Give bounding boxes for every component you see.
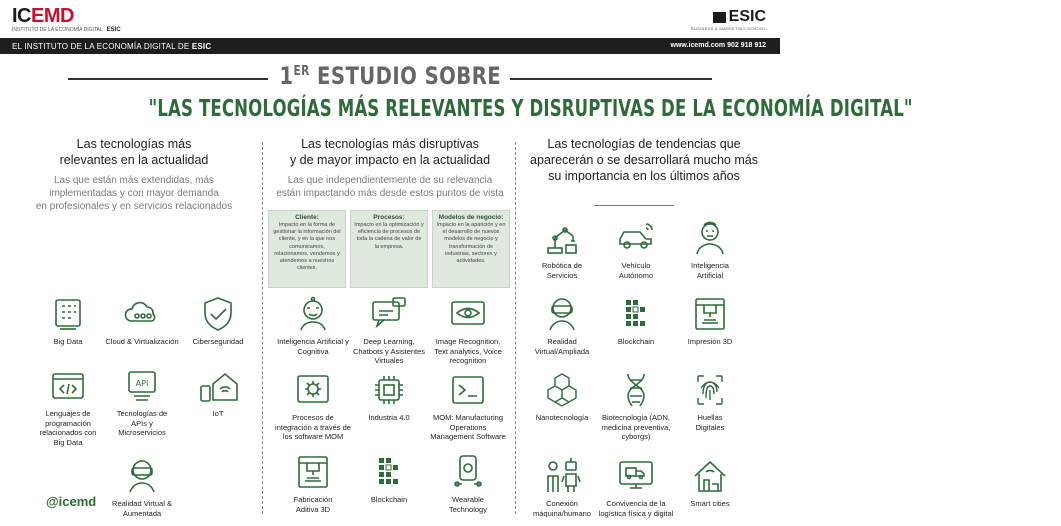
tech-cybersecurity — [168, 294, 268, 347]
top-bar — [0, 38, 780, 54]
blockchain-icon — [616, 294, 656, 334]
tech-recognition — [418, 294, 518, 366]
tech-ai — [660, 218, 760, 280]
col3-heading-2: aparecerán o se desarrollará mucho más — [530, 153, 758, 167]
col2-sub-2: están impactando más desde estos puntos de vista — [276, 188, 504, 199]
chip-icon — [369, 370, 409, 410]
icemd-logo-esic: ESIC — [106, 27, 121, 33]
blockchain-icon — [369, 452, 409, 492]
col1-sub-3: en profesionales y en servicios relacionados — [35, 201, 233, 212]
esic-logo[interactable] — [691, 8, 766, 31]
tech-label: Blockchain — [370, 495, 408, 504]
chatbot-icon — [369, 294, 409, 334]
cloud-icon — [122, 294, 162, 334]
card-text: Impacto en la optimización y eficiencia de procesos de toda la cadena de valor de la empresa. — [354, 222, 424, 250]
topbar-tagline: EL INSTITUTO DE LA ECONOMÍA DIGITAL DE — [12, 42, 190, 51]
3d-printer-icon — [293, 452, 333, 492]
tech-label: Ciberseguridad — [192, 337, 244, 346]
code-window-icon — [48, 366, 88, 406]
vr-person-icon — [542, 294, 582, 334]
tech-label: Nanotecnología — [535, 413, 589, 422]
fingerprint-icon — [690, 370, 730, 410]
study-subtitle — [0, 96, 913, 122]
col3-divider — [594, 205, 674, 206]
col1-sub-2: implementadas y con mayor demanda — [49, 188, 219, 199]
shield-check-icon — [198, 294, 238, 334]
card-text: Impacto en la aparición y en el desarrollo de nuevos modelos de negocio y transformación de industrias, sectores y actividades. — [436, 222, 506, 265]
column-trends — [522, 136, 766, 184]
column-relevant — [20, 136, 248, 213]
tech-label: Robótica de Servicios — [541, 261, 583, 280]
study-title — [0, 62, 780, 90]
esic-logo-text: ESIC — [728, 8, 766, 25]
tech-3d-printing — [660, 294, 760, 347]
tech-fingerprints — [660, 370, 760, 432]
col3-heading-3: su importancia en los últimos años — [548, 169, 740, 183]
ai-head-icon — [293, 294, 333, 334]
card-business-models — [432, 210, 510, 288]
logistics-icon — [616, 456, 656, 496]
col3-heading-1: Las tecnologías de tendencias que — [547, 137, 741, 151]
tech-iot — [168, 366, 268, 419]
tech-vr — [92, 456, 192, 518]
title-number: 1 — [279, 62, 294, 90]
tech-mom-software — [418, 370, 518, 442]
tech-label: Fabricación Aditiva 3D — [293, 495, 333, 514]
smart-city-icon — [690, 456, 730, 496]
tech-smart-cities — [660, 456, 760, 509]
card-client — [268, 210, 346, 288]
tech-label: Impresión 3D — [687, 337, 733, 346]
tech-label: Blockchain — [617, 337, 655, 346]
card-processes — [350, 210, 428, 288]
tech-label: Realidad Virtual/Ampliada — [534, 337, 590, 356]
tech-wearable — [418, 452, 518, 514]
subtitle-text: "LAS TECNOLOGÍAS MÁS RELEVANTES Y DISRUPTIVAS DE LA ECONOMÍA DIGITAL" — [148, 96, 913, 122]
tech-label: Procesos de integración a través de los software MOM — [275, 413, 351, 441]
tech-label: Vehículo Autónomo — [618, 261, 654, 280]
tech-label: Industria 4.0 — [368, 413, 410, 422]
dna-icon — [616, 370, 656, 410]
card-title: Procesos: — [373, 214, 405, 221]
iot-home-icon — [198, 366, 238, 406]
terminal-icon — [448, 370, 488, 410]
3d-printer-icon — [690, 294, 730, 334]
icemd-handle[interactable]: @icemd — [46, 494, 97, 509]
tech-label: Deep Learning, Chatbots y Asistentes Virtuales — [352, 337, 426, 365]
title-sup: ER — [293, 64, 310, 79]
col1-sub-1: Las que están más extendidas, más — [53, 175, 215, 186]
wearable-icon — [448, 452, 488, 492]
esic-logo-subtitle: BUSINESS & MARKETING SCHOOL — [690, 26, 766, 31]
topbar-contact[interactable]: www.icemd.com 902 918 912 — [670, 42, 766, 49]
ai-person-icon — [690, 218, 730, 258]
robot-arm-icon — [542, 218, 582, 258]
tech-label: Huellas Digitales — [695, 413, 725, 432]
col2-heading-2: y de mayor impacto en la actualidad — [289, 153, 491, 167]
grid-data-icon — [48, 294, 88, 334]
tech-label: Smart cities — [690, 499, 730, 508]
card-title: Modelos de negocio: — [438, 214, 504, 221]
card-text: Impacto en la forma de gestionar la información del cliente, y en la que nos comunicamos, relacionamos, vendemos y atendemos a nuestros clientes. — [273, 222, 341, 272]
gear-screen-icon — [293, 370, 333, 410]
esic-logo-mark-icon — [713, 12, 726, 23]
tech-label: Inteligencia Artificial — [691, 261, 729, 280]
icemd-logo-text: ICEMD — [12, 5, 74, 27]
header — [0, 0, 780, 38]
vr-headset-icon — [122, 456, 162, 496]
title-main: ESTUDIO SOBRE — [316, 62, 501, 90]
title-rule-left — [68, 78, 268, 80]
col2-heading-1: Las tecnologías más disruptivas — [301, 137, 479, 151]
tech-label: Conexión máquina/humano — [533, 499, 591, 518]
tech-label: IoT — [212, 409, 224, 418]
col2-sub-1: Las que independientemente de su relevancia — [287, 175, 493, 186]
tech-label: Inteligencia Artificial y Cognitiva — [277, 337, 349, 356]
tech-label: Realidad Virtual & Aumentada — [112, 499, 172, 518]
tech-label: Tecnologías de APIs y Microservicios — [116, 409, 168, 437]
api-icon — [122, 366, 162, 406]
topbar-esic: ESIC — [191, 42, 212, 51]
col1-heading-2: relevantes en la actualidad — [59, 153, 209, 167]
tech-label: Cloud & Virtualización — [105, 337, 179, 346]
human-robot-icon — [542, 456, 582, 496]
tech-label: Lenguajes de programación relacionados con Big Data — [39, 409, 97, 447]
tech-label: Wearable Technology — [449, 495, 487, 514]
col1-heading-1: Las tecnologías más — [76, 137, 192, 151]
tech-label: MOM: Manufacturing Operations Management Software — [430, 413, 506, 441]
tech-label: Biotecnología (ADN, medicina preventiva, cyborgs) — [601, 413, 671, 441]
eye-recognition-icon — [448, 294, 488, 334]
car-icon — [616, 218, 656, 258]
tech-label: Image Recognition, Text analytics, Voice recognition — [434, 337, 502, 365]
column-disruptive — [268, 136, 512, 200]
title-rule-right — [510, 78, 712, 80]
icemd-logo[interactable] — [12, 6, 121, 33]
nano-icon — [542, 370, 582, 410]
icemd-logo-subtitle: INSTITUTO DE LA ECONOMÍA DIGITAL — [12, 27, 103, 33]
card-title: Cliente: — [295, 214, 319, 221]
tech-label: Convivencia de la logística física y digital — [598, 499, 674, 518]
tech-label: Big Data — [53, 337, 83, 346]
